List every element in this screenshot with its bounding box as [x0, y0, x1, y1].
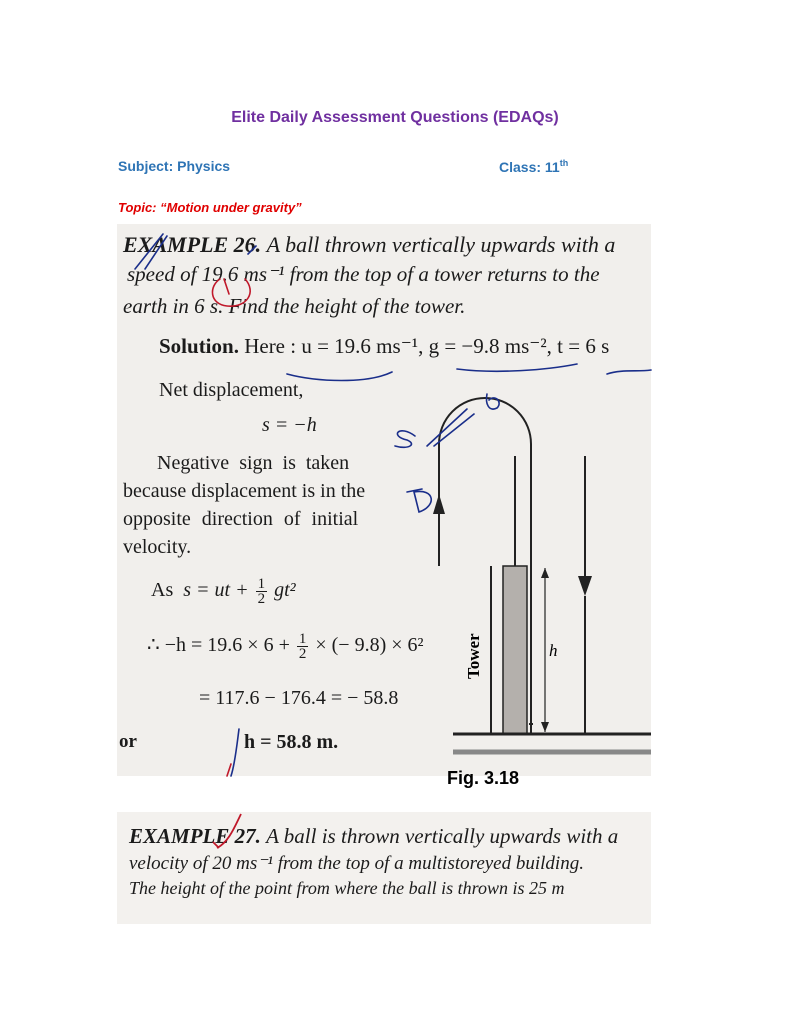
negative-sign-line3: opposite direction of initial	[123, 508, 359, 530]
eq1-left: s = ut +	[183, 579, 249, 602]
underline-t	[607, 370, 651, 374]
example-26-scan	[117, 224, 651, 788]
handwritten-D-mark	[407, 489, 431, 512]
example-26-line1-text: A ball thrown vertically upwards with a	[266, 232, 616, 257]
half-den-2: 2	[298, 646, 307, 662]
class-label-sup: th	[559, 158, 569, 168]
example-26-label: EXAMPLE 26.	[123, 232, 262, 257]
final-answer: h = 58.8 m.	[244, 731, 339, 753]
underline-g	[457, 364, 577, 371]
as-label: As	[151, 579, 174, 602]
example-27-label: EXAMPLE 27.	[129, 824, 261, 848]
red-tick-example-27	[217, 814, 241, 848]
subject-label: Subject: Physics	[118, 158, 231, 174]
s-equals-minus-h: s = −h	[262, 414, 317, 436]
solution-label: Solution.	[159, 334, 239, 358]
figure-caption: Fig. 3.18	[447, 768, 520, 788]
example-27-line3: The height of the point from where the ball is thrown is 25 m	[129, 878, 565, 898]
hand-slash-a	[427, 409, 467, 446]
h-label: h	[549, 641, 558, 660]
red-mark-bottom	[227, 764, 231, 776]
handwritten-s-mark	[395, 431, 415, 448]
half-num: 1	[257, 576, 266, 592]
half-num-2: 1	[298, 631, 307, 647]
net-displacement-label: Net displacement,	[159, 379, 304, 401]
or-label: or	[119, 731, 137, 752]
example-27-scan	[117, 812, 651, 924]
hand-slash-b	[434, 414, 474, 446]
eq2-right: × (− 9.8) × 6²	[315, 634, 424, 657]
tower-label: Tower	[464, 633, 483, 679]
negative-sign-line2: because displacement is in the	[123, 480, 366, 502]
red-tick-stem	[213, 842, 219, 848]
half-den: 2	[257, 591, 266, 607]
class-label-text: Class: 11	[499, 159, 560, 175]
negative-sign-line4: velocity.	[123, 536, 192, 558]
handwritten-marks	[117, 224, 651, 776]
class-label	[499, 158, 568, 175]
negative-sign-line1: Negative sign is taken	[157, 452, 350, 474]
red-circle-19-6	[212, 279, 250, 306]
underline-u	[287, 372, 392, 381]
red-tick	[224, 279, 229, 294]
example-27-line2: velocity of 20 ms⁻¹ from the top of a multistoreyed building.	[129, 853, 584, 874]
topic-label: Topic: “Motion under gravity”	[118, 200, 302, 215]
pen-slash-3	[248, 246, 256, 254]
document-title: Elite Daily Assessment Questions (EDAQs)	[231, 109, 559, 126]
example-26-question-line2: speed of 19.6 ms⁻¹ from the top of a tower returns to the	[127, 262, 600, 286]
example-27-handwritten-marks	[117, 812, 651, 924]
example-26-question-line3: earth in 6 s. Find the height of the tower.	[123, 294, 466, 318]
pen-vertical-stroke	[231, 729, 239, 776]
eq1-right: gt²	[274, 579, 296, 602]
equation-result-calc: = 117.6 − 176.4 = − 58.8	[199, 687, 399, 709]
solution-text: Here : u = 19.6 ms⁻¹, g = −9.8 ms⁻², t = 6 s	[244, 334, 610, 358]
eq2-left: ∴ −h = 19.6 × 6 +	[147, 634, 290, 657]
example-27-line1-text: A ball is thrown vertically upwards with a	[266, 824, 619, 848]
handwritten-h-mark	[486, 394, 499, 409]
